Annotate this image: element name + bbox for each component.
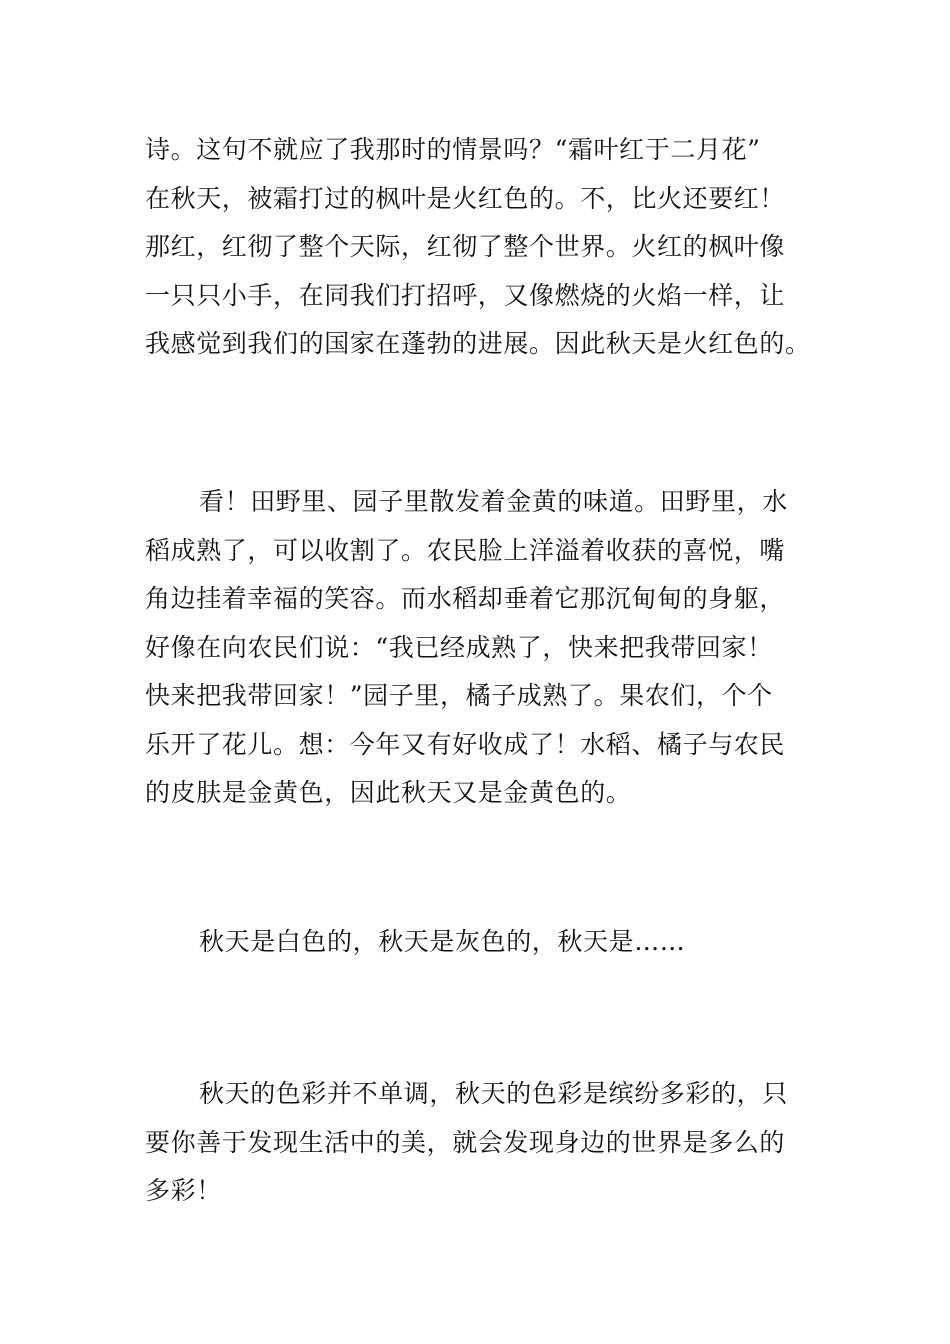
text-line: 要你善于发现生活中的美，就会发现身边的世界是多么的 xyxy=(145,1127,786,1157)
paragraph-white-grey xyxy=(145,918,810,967)
text-line: 在秋天，被霜打过的枫叶是火红色的。不，比火还要红！ xyxy=(145,183,786,213)
text-line: 看！田野里、园子里散发着金黄的味道。田野里，水 xyxy=(199,487,788,516)
text-line: 秋天是白色的，秋天是灰色的，秋天是…… xyxy=(199,927,686,956)
text-line: 快来把我带回家！”园子里，橘子成熟了。果农们，个个 xyxy=(145,681,773,710)
text-line: 一只只小手，在同我们打招呼，又像燃烧的火焰一样，让 xyxy=(145,280,786,310)
text-line: 我感觉到我们的国家在蓬勃的进展。因此秋天是火红色的。 xyxy=(145,329,811,358)
text-line: 多彩！ xyxy=(145,1176,222,1205)
paragraph-golden-fields xyxy=(145,478,810,818)
text-line: 乐开了花儿。想：今年又有好收成了！水稻、橘子与农民 xyxy=(145,729,786,759)
text-line: 秋天的色彩并不单调，秋天的色彩是缤纷多彩的，只 xyxy=(199,1079,788,1108)
text-line: 诗。这句不就应了我那时的情景吗？“霜叶红于二月花” xyxy=(145,135,761,164)
paragraph-conclusion xyxy=(145,1070,810,1216)
text-line: 的皮肤是金黄色，因此秋天又是金黄色的。 xyxy=(145,778,632,807)
text-line: 角边挂着幸福的笑容。而水稻却垂着它那沉甸甸的身躯， xyxy=(145,584,786,613)
text-line: 那红，红彻了整个天际，红彻了整个世界。火红的枫叶像 xyxy=(145,232,786,261)
text-line: 稻成熟了，可以收割了。农民脸上洋溢着收获的喜悦，嘴 xyxy=(145,535,786,565)
paragraph-maple-leaves xyxy=(145,126,810,369)
text-line: 好像在向农民们说：“我已经成熟了，快来把我带回家！ xyxy=(145,632,773,662)
